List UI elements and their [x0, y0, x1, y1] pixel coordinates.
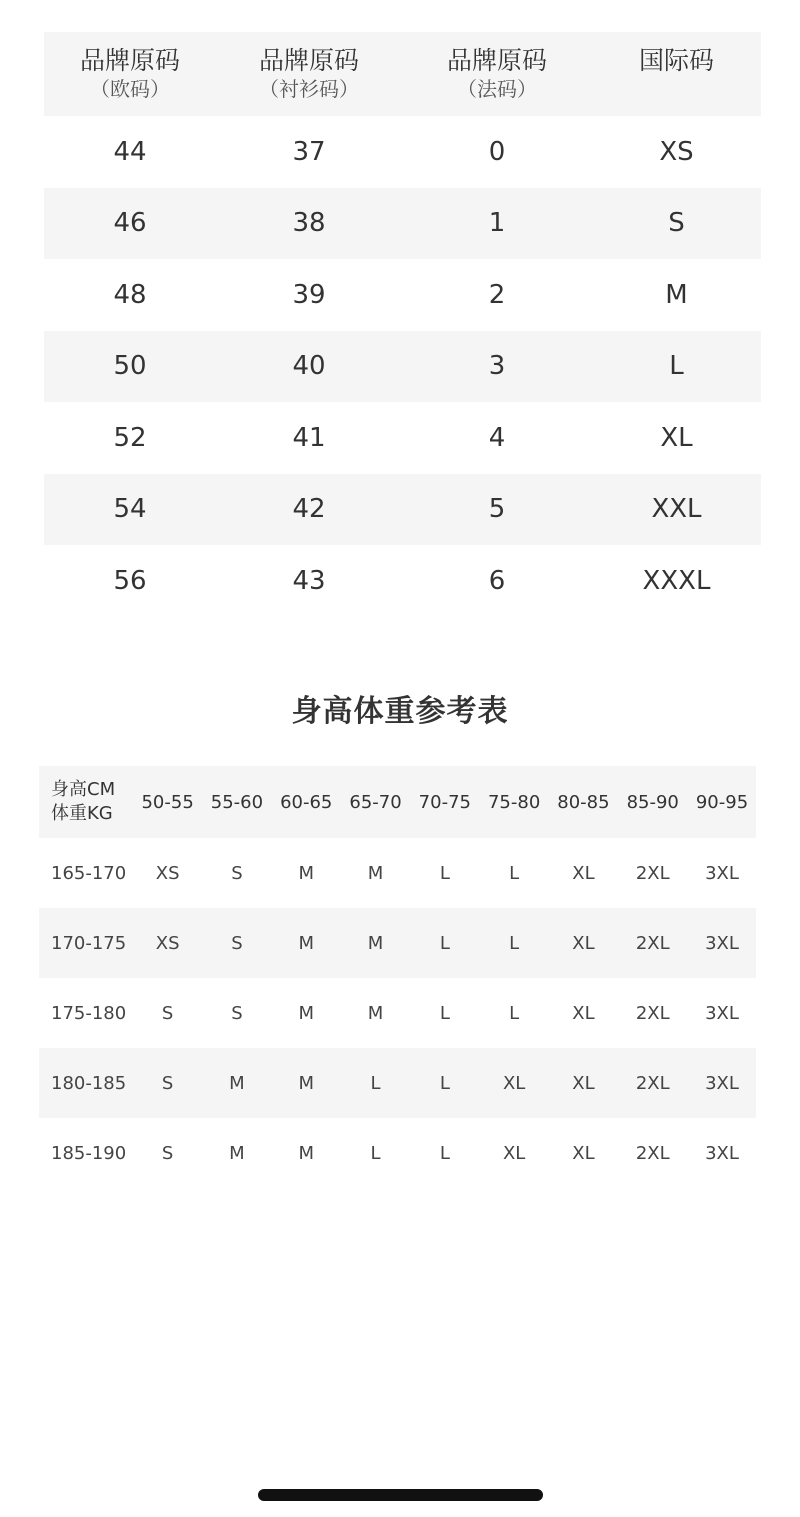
cell-intl: XXL [651, 494, 702, 525]
header-eu-size: 品牌原码 （欧码） [79, 46, 180, 101]
size-cell: M [367, 932, 384, 954]
size-cell: 3XL [705, 1002, 739, 1024]
table-row [39, 1048, 756, 1118]
height-range-cell: 165-170 [51, 862, 127, 884]
size-cell: M [229, 1142, 245, 1164]
size-cell: M [229, 1072, 245, 1094]
cell-intl: S [668, 208, 685, 239]
size-cell: L [370, 1142, 381, 1164]
home-indicator[interactable] [258, 1489, 543, 1501]
cell-fr: 4 [488, 422, 506, 453]
size-cell: L [439, 1142, 450, 1164]
size-cell: 3XL [705, 1142, 739, 1164]
height-weight-table [39, 766, 756, 1188]
cell-fr: 0 [488, 136, 506, 167]
cell-fr: 5 [488, 494, 506, 525]
weight-range-header: 85-90 [626, 791, 679, 813]
cell-shirt: 37 [292, 136, 326, 167]
size-cell: L [439, 932, 450, 954]
size-cell: 3XL [705, 932, 739, 954]
size-cell: XL [572, 862, 595, 884]
size-cell: S [231, 932, 243, 954]
size-cell: M [298, 932, 314, 954]
size-table-header [44, 32, 761, 116]
size-cell: XL [572, 1072, 595, 1094]
size-cell: XS [155, 862, 180, 884]
size-cell: XL [572, 1142, 595, 1164]
cell-fr: 3 [488, 351, 506, 382]
weight-range-header: 60-65 [280, 791, 333, 813]
weight-range-header: 55-60 [210, 791, 264, 813]
height-range-cell: 170-175 [51, 932, 127, 954]
cell-intl: M [665, 279, 688, 310]
size-cell: 2XL [635, 1142, 670, 1164]
size-cell: 2XL [635, 1002, 670, 1024]
size-cell: M [367, 1002, 384, 1024]
size-cell: L [370, 1072, 381, 1094]
cell-shirt: 40 [292, 351, 326, 382]
header-intl-size: 国际码 [638, 46, 714, 75]
size-cell: S [231, 1002, 243, 1024]
table-row [44, 402, 761, 474]
cell-eu: 52 [113, 422, 147, 453]
cell-eu: 46 [113, 208, 147, 239]
cell-fr: 6 [488, 565, 506, 596]
table-row [44, 259, 761, 331]
size-cell: 3XL [705, 862, 739, 884]
cell-eu: 56 [113, 565, 147, 596]
size-cell: L [509, 1002, 520, 1024]
cell-shirt: 39 [292, 279, 326, 310]
size-cell: 2XL [635, 932, 670, 954]
cell-shirt: 41 [292, 422, 326, 453]
weight-range-header: 70-75 [418, 791, 471, 813]
size-cell: L [439, 1002, 450, 1024]
weight-range-header: 50-55 [141, 791, 194, 813]
height-range-cell: 185-190 [51, 1142, 127, 1164]
size-cell: S [231, 862, 243, 884]
cell-fr: 2 [488, 279, 506, 310]
header-fr-size: 品牌原码 （法码） [446, 46, 547, 101]
size-cell: M [298, 1002, 314, 1024]
table-row [44, 188, 761, 260]
cell-fr: 1 [488, 208, 506, 239]
size-cell: M [298, 1072, 314, 1094]
height-range-cell: 175-180 [51, 1002, 127, 1024]
cell-shirt: 43 [292, 565, 326, 596]
table-row [39, 908, 756, 978]
table-row [44, 474, 761, 546]
cell-eu: 50 [113, 351, 147, 382]
weight-range-header: 80-85 [557, 791, 610, 813]
cell-eu: 44 [113, 136, 147, 167]
cell-intl: XXXL [642, 565, 711, 596]
table-row [39, 978, 756, 1048]
table-row [39, 838, 756, 908]
size-cell: L [509, 932, 520, 954]
size-cell: XL [572, 1002, 595, 1024]
weight-range-header: 65-70 [349, 791, 402, 813]
size-cell: XL [572, 932, 595, 954]
size-cell: S [161, 1002, 174, 1024]
cell-eu: 48 [113, 279, 147, 310]
size-cell: L [509, 862, 520, 884]
table-row [44, 116, 761, 188]
header-shirt-size: 品牌原码 （衬衫码） [258, 46, 359, 101]
cell-intl: XS [659, 136, 694, 167]
size-cell: XL [502, 1072, 526, 1094]
size-cell: S [161, 1072, 174, 1094]
size-cell: 2XL [635, 1072, 670, 1094]
size-cell: XS [155, 932, 180, 954]
cell-intl: L [669, 351, 684, 382]
table-row [44, 331, 761, 403]
size-cell: M [298, 862, 314, 884]
size-cell: L [439, 1072, 450, 1094]
corner-header: 身高CM 体重KG [51, 779, 116, 824]
cell-intl: XL [660, 422, 693, 453]
size-cell: M [298, 1142, 314, 1164]
size-cell: M [367, 862, 384, 884]
table-row [44, 545, 761, 617]
height-range-cell: 180-185 [51, 1072, 127, 1094]
cell-shirt: 42 [292, 494, 326, 525]
size-cell: S [161, 1142, 174, 1164]
size-cell: 3XL [705, 1072, 739, 1094]
cell-shirt: 38 [292, 208, 326, 239]
table-row [39, 1118, 756, 1188]
section-title: 身高体重参考表 [291, 694, 509, 729]
size-conversion-table [44, 32, 761, 617]
cell-eu: 54 [113, 494, 147, 525]
size-cell: XL [502, 1142, 526, 1164]
size-cell: L [439, 862, 450, 884]
size-cell: 2XL [635, 862, 670, 884]
hw-table-header [39, 766, 756, 838]
weight-range-header: 90-95 [695, 791, 749, 813]
weight-range-header: 75-80 [487, 791, 541, 813]
